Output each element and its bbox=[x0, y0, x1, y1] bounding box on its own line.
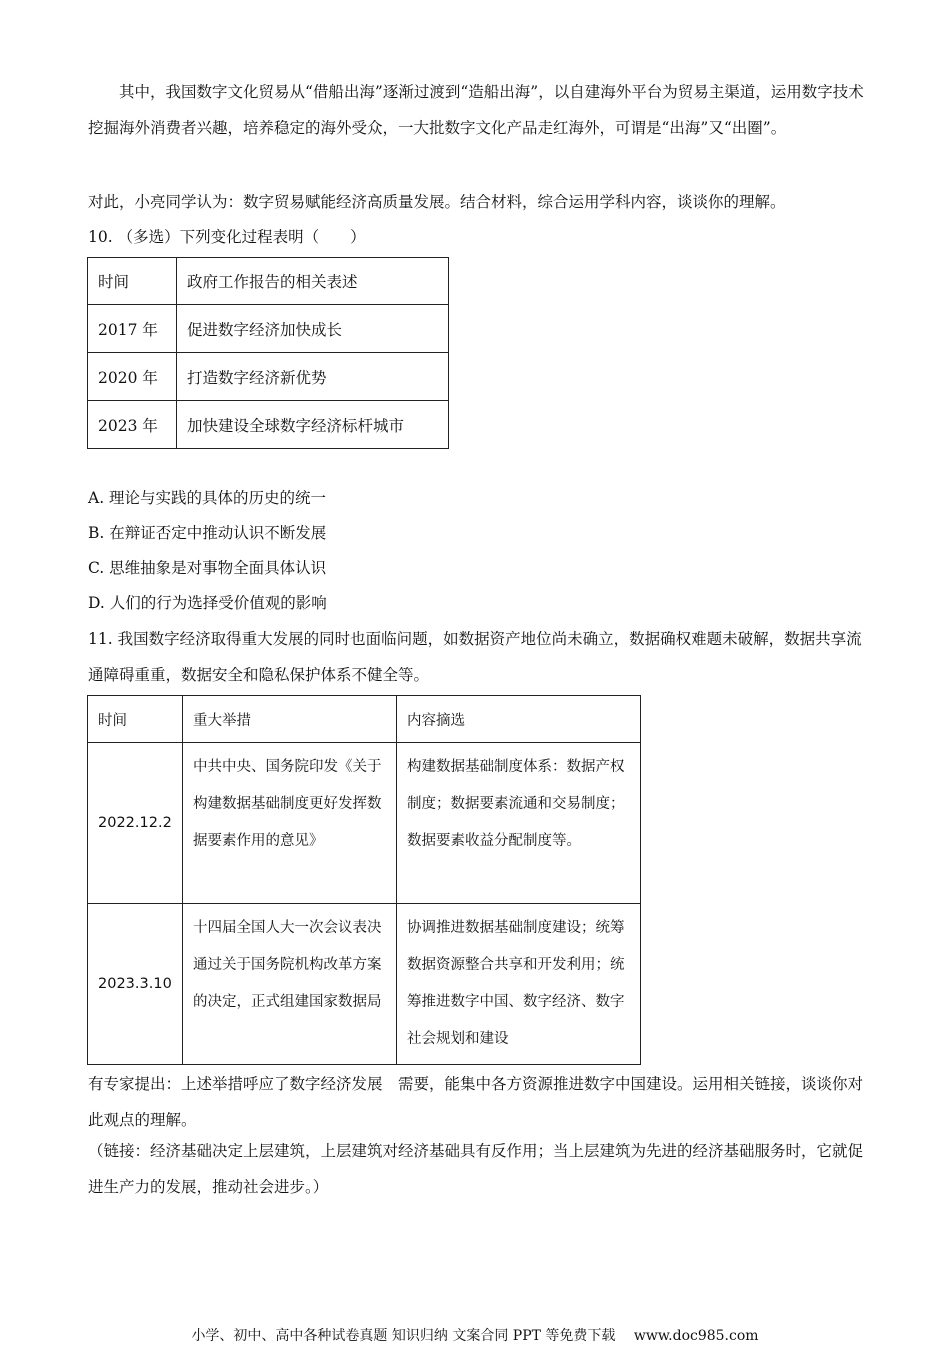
q11-table bbox=[87, 695, 641, 1065]
table-header-cell: 政府工作报告的相关表述 bbox=[177, 258, 449, 305]
table-header-cell: 重大举措 bbox=[183, 696, 397, 743]
table-header-row bbox=[88, 258, 449, 305]
option-d: D. 人们的行为选择受价值观的影响 bbox=[88, 594, 327, 612]
q11-link-note: （链接：经济基础决定上层建筑，上层建筑对经济基础具有反作用；当上层建筑为先进的经济基础服务时，它就促进生产力的发展，推动社会进步。） bbox=[88, 1142, 864, 1196]
table-cell: 2023.3.10 bbox=[88, 904, 183, 1065]
table-row bbox=[88, 743, 641, 904]
table-header-cell: 时间 bbox=[88, 696, 183, 743]
intro-question: 对此，小亮同学认为：数字贸易赋能经济高质量发展。结合材料，综合运用学科内容，谈谈你的理解。 bbox=[88, 193, 786, 211]
q10-stem: 10. （多选）下列变化过程表明（ ） bbox=[88, 228, 366, 246]
table-header-cell: 时间 bbox=[88, 258, 177, 305]
option-a: A. 理论与实践的具体的历史的统一 bbox=[88, 489, 327, 507]
intro-paragraph: 其中，我国数字文化贸易从“借船出海”逐渐过渡到“造船出海”，以自建海外平台为贸易主渠道，运用数字技术挖掘海外消费者兴趣，培养稳定的海外受众，一大批数字文化产品走红海外，可谓是“出海”又“出圈”。 bbox=[88, 83, 864, 137]
table-row bbox=[88, 401, 449, 449]
table-cell: 十四届全国人大一次会议表决通过关于国务院机构改革方案的决定，正式组建国家数据局 bbox=[183, 904, 397, 1065]
table-cell: 打造数字经济新优势 bbox=[177, 353, 449, 401]
table-cell: 2020 年 bbox=[88, 353, 177, 401]
q10-table bbox=[87, 257, 449, 449]
table-cell: 2023 年 bbox=[88, 401, 177, 449]
table-cell: 构建数据基础制度体系：数据产权制度；数据要素流通和交易制度；数据要素收益分配制度等。 bbox=[397, 743, 641, 904]
table-header-cell: 内容摘选 bbox=[397, 696, 641, 743]
table-row bbox=[88, 353, 449, 401]
table-cell: 加快建设全球数字经济标杆城市 bbox=[177, 401, 449, 449]
table-cell: 2017 年 bbox=[88, 305, 177, 353]
table-row bbox=[88, 904, 641, 1065]
option-b: B. 在辩证否定中推动认识不断发展 bbox=[88, 524, 327, 542]
table-cell: 协调推进数据基础制度建设；统筹数据资源整合共享和开发利用；统筹推进数字中国、数字经济、数字社会规划和建设 bbox=[397, 904, 641, 1065]
table-cell: 中共中央、国务院印发《关于构建数据基础制度更好发挥数据要素作用的意见》 bbox=[183, 743, 397, 904]
table-header-row bbox=[88, 696, 641, 743]
table-cell: 2022.12.2 bbox=[88, 743, 183, 904]
q11-stem: 11. 我国数字经济取得重大发展的同时也面临问题，如数据资产地位尚未确立，数据确权难题未破解，数据共享流通障碍重重，数据安全和隐私保护体系不健全等。 bbox=[88, 630, 862, 684]
page-footer: 小学、初中、高中各种试卷真题 知识归纳 文案合同 PPT 等免费下载 www.doc985.com bbox=[191, 1328, 759, 1344]
table-cell: 促进数字经济加快成长 bbox=[177, 305, 449, 353]
q11-expert-prompt: 有专家提出：上述举措呼应了数字经济发展 需要，能集中各方资源推进数字中国建设。运用相关链接，谈谈你对此观点的理解。 bbox=[88, 1075, 864, 1129]
option-c: C. 思维抽象是对事物全面具体认识 bbox=[88, 559, 327, 577]
table-row bbox=[88, 305, 449, 353]
